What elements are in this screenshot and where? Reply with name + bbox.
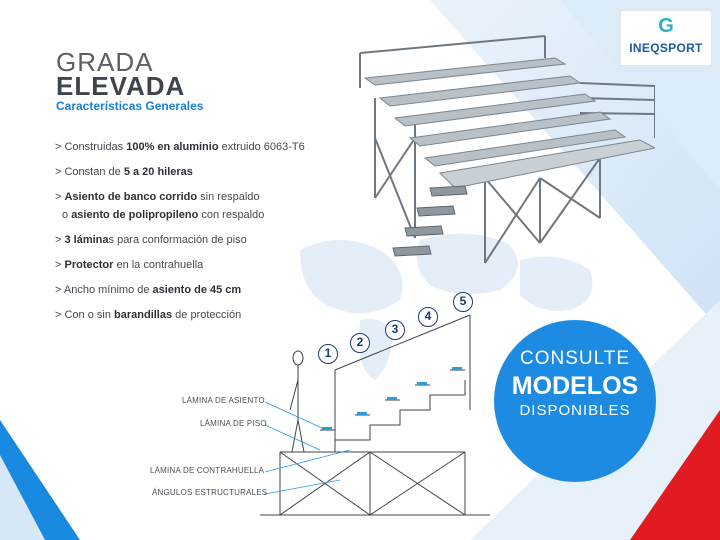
logo-text: INEQSPORT bbox=[629, 41, 703, 55]
row-badge-4: 4 bbox=[418, 307, 438, 327]
consult-models-callout[interactable] bbox=[494, 320, 656, 482]
feature-item: > Protector en la contrahuella bbox=[55, 259, 204, 271]
grandstand-illustration bbox=[355, 28, 655, 278]
feature-item: > Asiento de banco corrido sin respaldo bbox=[55, 191, 260, 203]
row-badge-5: 5 bbox=[453, 292, 473, 312]
callout-line1: CONSULTE bbox=[519, 348, 631, 369]
feature-item: > Constan de 5 a 20 hileras bbox=[55, 166, 193, 178]
row-badge-3: 3 bbox=[385, 320, 405, 340]
callout-line2: MODELOS bbox=[511, 372, 639, 400]
label-riser-sheet: LÁMINA DE CONTRAHUELLA bbox=[150, 466, 265, 475]
title-line2: ELEVADA bbox=[56, 71, 186, 101]
feature-item: > Con o sin barandillas de protección bbox=[55, 309, 242, 321]
row-badge-1: 1 bbox=[318, 344, 338, 364]
callout-line3: DISPONIBLES bbox=[519, 402, 631, 419]
subtitle: Características Generales bbox=[56, 99, 204, 113]
feature-item: o asiento de polipropileno con respaldo bbox=[62, 209, 265, 221]
label-seat-sheet: LÁMINA DE ASIENTO bbox=[182, 396, 265, 405]
section-diagram bbox=[260, 300, 500, 520]
logo-mark-icon: G bbox=[658, 15, 674, 37]
feature-item: > Construidas 100% en aluminio extruido 6063-T6 bbox=[55, 141, 305, 153]
label-floor-sheet: LÁMINA DE PISO bbox=[200, 419, 267, 428]
row-badge-2: 2 bbox=[350, 333, 370, 353]
title-line1: GRADA bbox=[56, 47, 154, 77]
feature-list bbox=[55, 140, 345, 323]
feature-item: > Ancho mínimo de asiento de 45 cm bbox=[55, 284, 242, 296]
feature-item: > 3 láminas para conformación de piso bbox=[55, 234, 247, 246]
label-structural-angles: ÁNGULOS ESTRUCTURALES bbox=[152, 488, 268, 497]
